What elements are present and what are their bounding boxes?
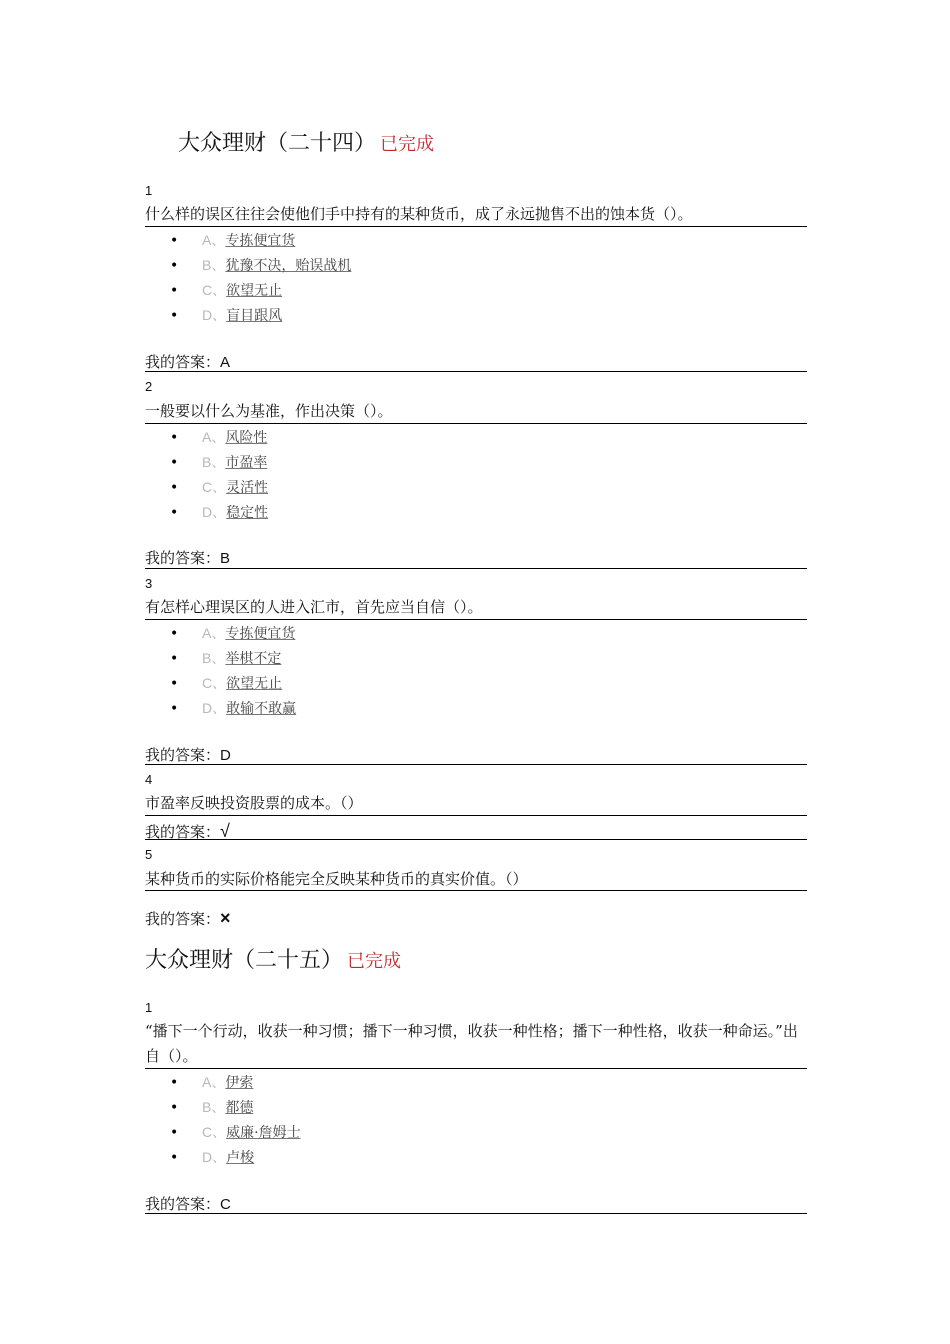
option-item[interactable] bbox=[170, 254, 351, 276]
option-text[interactable]: 犹豫不决，贻误战机 bbox=[225, 258, 352, 274]
question-text: 市盈率反映投资股票的成本。（） bbox=[145, 794, 363, 812]
option-letter: C、 bbox=[202, 675, 227, 691]
option-item[interactable] bbox=[170, 647, 281, 669]
option-letter: B、 bbox=[202, 650, 226, 666]
status-completed: 已完成 bbox=[347, 951, 402, 972]
answer-label: 我的答案： bbox=[145, 823, 221, 841]
answer-value: A bbox=[220, 354, 231, 371]
option-item[interactable] bbox=[170, 1121, 301, 1143]
option-text[interactable]: 专拣便宜货 bbox=[225, 626, 296, 642]
option-text[interactable]: 伊索 bbox=[225, 1075, 254, 1091]
option-letter: B、 bbox=[202, 1099, 226, 1115]
divider bbox=[145, 1068, 807, 1069]
option-text[interactable]: 专拣便宜货 bbox=[225, 233, 296, 249]
question-text: 什么样的误区往往会使他们手中持有的某种货币，成了永远抛售不出的蚀本货（）。 bbox=[145, 205, 693, 223]
option-item[interactable] bbox=[170, 672, 282, 694]
question-text: 一般要以什么为基准，作出决策（）。 bbox=[145, 402, 393, 420]
option-item[interactable] bbox=[170, 304, 282, 326]
option-letter: C、 bbox=[202, 282, 227, 298]
option-letter: C、 bbox=[202, 479, 227, 495]
option-letter: A、 bbox=[202, 429, 226, 445]
question-text: 某种货币的实际价格能完全反映某种货币的真实价值。（） bbox=[145, 870, 528, 888]
option-text[interactable]: 市盈率 bbox=[225, 455, 268, 471]
option-text[interactable]: 稳定性 bbox=[226, 505, 269, 521]
bullet-icon: • bbox=[170, 308, 179, 324]
option-item[interactable] bbox=[170, 697, 296, 719]
question-number: 5 bbox=[145, 847, 153, 862]
question-number: 1 bbox=[145, 183, 153, 198]
section-title-text: 大众理财（二十五） bbox=[145, 948, 344, 973]
bullet-icon: • bbox=[170, 1125, 179, 1141]
option-letter: B、 bbox=[202, 454, 226, 470]
option-item[interactable] bbox=[170, 451, 267, 473]
option-text[interactable]: 灵活性 bbox=[226, 480, 269, 496]
option-item[interactable] bbox=[170, 476, 268, 498]
bullet-icon: • bbox=[170, 258, 179, 274]
bullet-icon: • bbox=[170, 233, 179, 249]
answer-label: 我的答案： bbox=[145, 746, 221, 764]
option-text[interactable]: 盲目跟风 bbox=[226, 308, 283, 324]
option-text[interactable]: 举棋不定 bbox=[225, 651, 282, 667]
divider bbox=[145, 764, 807, 765]
bullet-icon: • bbox=[170, 651, 179, 667]
answer-value: C bbox=[220, 1196, 231, 1213]
answer-label: 我的答案： bbox=[145, 1195, 221, 1213]
option-item[interactable] bbox=[170, 501, 268, 523]
option-letter: D、 bbox=[202, 700, 227, 716]
option-letter: C、 bbox=[202, 1124, 227, 1140]
option-text[interactable]: 欲望无止 bbox=[226, 283, 283, 299]
answer-value: × bbox=[220, 908, 231, 928]
option-letter: D、 bbox=[202, 504, 227, 520]
option-letter: A、 bbox=[202, 1074, 226, 1090]
question-number: 2 bbox=[145, 379, 153, 394]
my-answer bbox=[145, 547, 230, 570]
option-text[interactable]: 卢梭 bbox=[226, 1150, 255, 1166]
option-text[interactable]: 都德 bbox=[225, 1100, 254, 1116]
section-title bbox=[178, 130, 434, 159]
option-text[interactable]: 欲望无止 bbox=[226, 676, 283, 692]
option-item[interactable] bbox=[170, 1146, 254, 1168]
option-letter: D、 bbox=[202, 1149, 227, 1165]
divider bbox=[145, 890, 807, 891]
option-item[interactable] bbox=[170, 1071, 253, 1093]
bullet-icon: • bbox=[170, 455, 179, 471]
option-item[interactable] bbox=[170, 622, 295, 644]
bullet-icon: • bbox=[170, 480, 179, 496]
option-text[interactable]: 风险性 bbox=[225, 430, 268, 446]
divider bbox=[145, 815, 807, 816]
answer-label: 我的答案： bbox=[145, 910, 221, 928]
section-title bbox=[145, 947, 401, 976]
question-number: 4 bbox=[145, 772, 153, 787]
bullet-icon: • bbox=[170, 1150, 179, 1166]
option-text[interactable]: 敢输不敢赢 bbox=[226, 701, 297, 717]
divider bbox=[145, 619, 807, 620]
option-item[interactable] bbox=[170, 426, 267, 448]
bullet-icon: • bbox=[170, 1100, 179, 1116]
answer-value: D bbox=[220, 747, 231, 764]
bullet-icon: • bbox=[170, 505, 179, 521]
option-item[interactable] bbox=[170, 229, 295, 251]
question-text: “播下一个行动，收获一种习惯；播下一种习惯，收获一种性格；播下一种性格，收获一种命运。”出自（）。 bbox=[145, 1022, 798, 1065]
answer-value: √ bbox=[220, 821, 230, 841]
divider bbox=[145, 568, 807, 569]
bullet-icon: • bbox=[170, 283, 179, 299]
option-letter: B、 bbox=[202, 257, 226, 273]
question-text: 有怎样心理误区的人进入汇市，首先应当自信（）。 bbox=[145, 598, 483, 616]
bullet-icon: • bbox=[170, 701, 179, 717]
option-item[interactable] bbox=[170, 279, 282, 301]
bullet-icon: • bbox=[170, 676, 179, 692]
answer-label: 我的答案： bbox=[145, 549, 221, 567]
option-item[interactable] bbox=[170, 1096, 253, 1118]
option-letter: D、 bbox=[202, 307, 227, 323]
divider bbox=[145, 1213, 807, 1214]
bullet-icon: • bbox=[170, 1075, 179, 1091]
option-letter: A、 bbox=[202, 232, 226, 248]
answer-label: 我的答案： bbox=[145, 353, 221, 371]
bullet-icon: • bbox=[170, 430, 179, 446]
my-answer bbox=[145, 907, 231, 930]
option-text[interactable]: 威廉·詹姆士 bbox=[226, 1125, 301, 1141]
section-title-text: 大众理财（二十四） bbox=[178, 131, 377, 156]
divider bbox=[145, 423, 807, 424]
bullet-icon: • bbox=[170, 626, 179, 642]
question-number: 1 bbox=[145, 1000, 153, 1015]
divider bbox=[145, 371, 807, 372]
answer-value: B bbox=[220, 550, 231, 567]
divider bbox=[145, 226, 807, 227]
question-number: 3 bbox=[145, 576, 153, 591]
option-letter: A、 bbox=[202, 625, 226, 641]
divider bbox=[145, 839, 807, 840]
status-completed: 已完成 bbox=[380, 134, 435, 155]
